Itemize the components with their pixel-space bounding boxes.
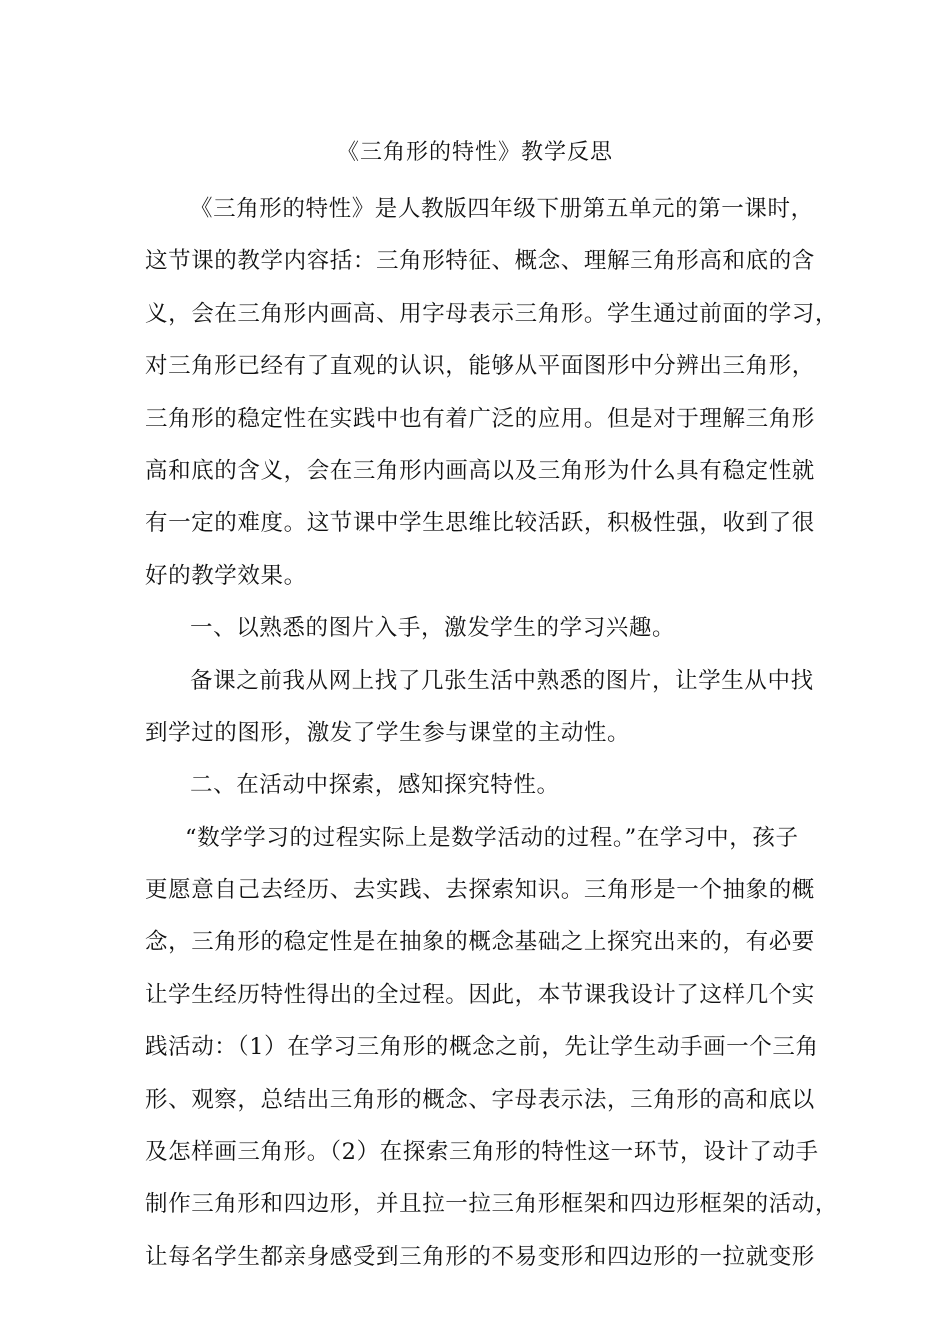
section-heading: 一、以熟悉的图片入手，激发学生的学习兴趣。 — [190, 615, 676, 642]
section-heading: 二、在活动中探索，感知探究特性。 — [190, 772, 560, 799]
document-body — [145, 183, 839, 1283]
paragraph-line: “数学学习的过程实际上是数学活动的过程。”在学习中，孩子 — [185, 824, 799, 851]
paragraph-line: 备课之前我从网上找了几张生活中熟悉的图片，让学生从中找 — [190, 667, 814, 694]
paragraph-line: 念，三角形的稳定性是在抽象的概念基础之上探究出来的，有必要 — [145, 929, 815, 956]
paragraph-line: 制作三角形和四边形，并且拉一拉三角形框架和四边形框架的活动， — [145, 1191, 839, 1218]
paragraph-line: 让学生经历特性得出的全过程。因此，本节课我设计了这样几个实 — [145, 981, 815, 1008]
paragraph-line: 让每名学生都亲身感受到三角形的不易变形和四边形的一拉就变形 — [145, 1243, 815, 1270]
paragraph-line: 好的教学效果。 — [145, 562, 307, 589]
paragraph-line: 践活动：（1）在学习三角形的概念之前，先让学生动手画一个三角 — [145, 1034, 819, 1061]
paragraph-line: 对三角形已经有了直观的认识，能够从平面图形中分辨出三角形， — [145, 353, 815, 380]
paragraph-line: 义，会在三角形内画高、用字母表示三角形。学生通过前面的学习， — [145, 300, 839, 327]
paragraph-line: 三角形的稳定性在实践中也有着广泛的应用。但是对于理解三角形 — [145, 405, 815, 432]
paragraph-line: 形、观察，总结出三角形的概念、字母表示法，三角形的高和底以 — [145, 1086, 815, 1113]
paragraph-line: 到学过的图形，激发了学生参与课堂的主动性。 — [145, 719, 631, 746]
paragraph-line: 有一定的难度。这节课中学生思维比较活跃，积极性强，收到了很 — [145, 510, 815, 537]
document-title: 《三角形的特性》教学反思 — [336, 140, 613, 165]
paragraph-line: 更愿意自己去经历、去实践、去探索知识。三角形是一个抽象的概 — [145, 877, 815, 904]
paragraph-line: 高和底的含义，会在三角形内画高以及三角形为什么具有稳定性就 — [145, 457, 815, 484]
paragraph-line: 及怎样画三角形。（2）在探索三角形的特性这一环节，设计了动手 — [145, 1139, 819, 1166]
paragraph-line: 这节课的教学内容括：三角形特征、概念、理解三角形高和底的含 — [145, 248, 815, 275]
paragraph-line: 《三角形的特性》是人教版四年级下册第五单元的第一课时， — [190, 196, 814, 222]
